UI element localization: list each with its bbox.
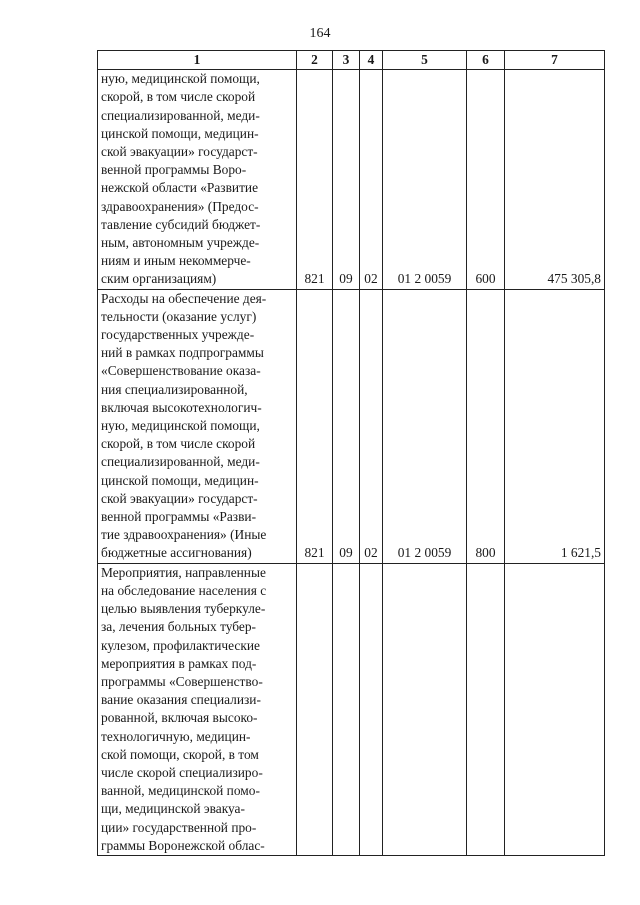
cell-expense-type [467,563,505,855]
cell-target-article: 01 2 0059 [383,289,467,563]
cell-target-article [383,563,467,855]
column-header-6: 6 [467,51,505,70]
cell-subsection: 02 [360,289,383,563]
row-description: ную, медицинской помощи, скорой, в том числе скорой специализированной, меди- цинской помощи, медицин- ской эвакуации» государст- венной программы Воро- нежской области «Развитие здравоохранения» (Предос- тавление субсидий бюджет- ным, автономным учрежде- ниям и иным некоммерче- ским организациям) [98,70,297,289]
cell-ministry-code: 821 [297,289,333,563]
cell-ministry-code: 821 [297,70,333,289]
cell-amount [505,563,605,855]
column-header-5: 5 [383,51,467,70]
column-header-4: 4 [360,51,383,70]
column-header-7: 7 [505,51,605,70]
cell-subsection [360,563,383,855]
table-row [98,563,605,855]
table-row [98,289,605,563]
page-number: 164 [309,26,331,41]
cell-section: 09 [333,289,360,563]
cell-amount: 475 305,8 [505,70,605,289]
row-description: Расходы на обеспечение дея- тельности (оказание услуг) государственных учрежде- ний в рамках подпрограммы «Совершенствование оказа- ния специализированной, включая высокотехнологич- ную, медицинской помощи, скорой, в том числе скорой специализированной, меди- цинской помощи, медицин- ской эвакуации» государст- венной программы «Разви- тие здравоохранения» (Иные бюджетные ассигнования) [98,289,297,563]
cell-expense-type: 800 [467,289,505,563]
column-header-3: 3 [333,51,360,70]
cell-amount: 1 621,5 [505,289,605,563]
budget-table [97,50,605,856]
column-header-2: 2 [297,51,333,70]
cell-ministry-code [297,563,333,855]
table-row [98,70,605,289]
cell-expense-type: 600 [467,70,505,289]
cell-target-article: 01 2 0059 [383,70,467,289]
column-header-1: 1 [98,51,297,70]
cell-section [333,563,360,855]
cell-subsection: 02 [360,70,383,289]
cell-section: 09 [333,70,360,289]
header-row [98,51,605,70]
row-description: Мероприятия, направленные на обследование населения с целью выявления туберкуле- за, лечения больных тубер- кулезом, профилактические мероприятия в рамках под- программы «Совершенство- вание оказания специализи- рованной, включая высоко- технологичную, медицин- ской помощи, скорой, в том числе скорой специализиро- ванной, медицинской помо- щи, медицинской эвакуа- ции» государственной про- граммы Воронежской облас- [98,563,297,855]
